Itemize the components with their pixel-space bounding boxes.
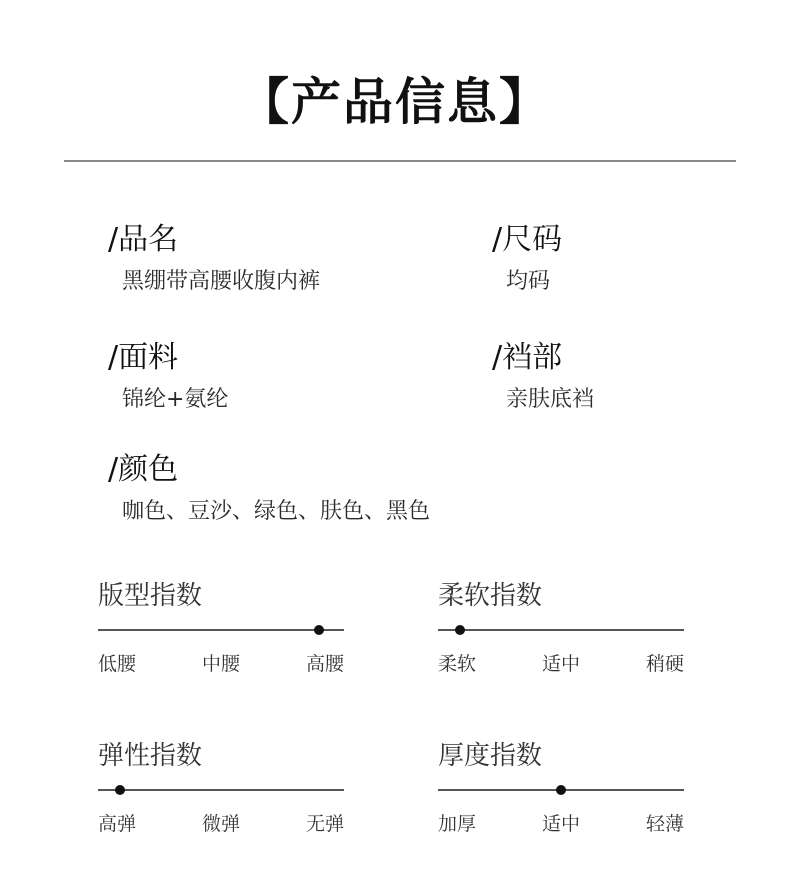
scale-labels (438, 649, 684, 673)
info-label: /品名 (108, 222, 179, 257)
scale-title: 柔软指数 (438, 581, 543, 611)
scale-indicator-dot (455, 625, 465, 635)
scale-label-mid: 微弹 (201, 813, 241, 835)
page-title: 【产品信息】 (239, 73, 551, 131)
info-value: 黑绷带高腰收腹内裤 (122, 269, 321, 294)
scale-title: 版型指数 (98, 581, 203, 611)
scale-label-low: 高弹 (98, 813, 137, 835)
scale-label-high: 无弹 (305, 813, 344, 835)
scale-indicator-dot (556, 785, 566, 795)
scale-title: 厚度指数 (438, 741, 543, 771)
scale-label-high: 高腰 (305, 653, 344, 675)
scale-track (438, 789, 684, 791)
info-value: 咖色、豆沙、绿色、肤色、黑色 (122, 499, 431, 524)
info-item-fabric (108, 340, 228, 414)
scale-label-low: 柔软 (438, 653, 477, 675)
info-label: /裆部 (492, 340, 563, 375)
info-label: /颜色 (108, 452, 179, 487)
scale-labels (98, 649, 344, 673)
scale-labels (438, 809, 684, 833)
scale-label-low: 加厚 (438, 813, 477, 835)
scale-label-mid: 适中 (541, 653, 581, 675)
scale-label-low: 低腰 (98, 653, 137, 675)
scale-title: 弹性指数 (98, 741, 203, 771)
info-item-product-name (108, 222, 320, 296)
title-divider (64, 160, 736, 162)
scale-label-high: 稍硬 (645, 653, 684, 675)
info-item-size (492, 222, 562, 296)
scale-label-mid: 适中 (541, 813, 581, 835)
scale-thickness (438, 740, 686, 833)
info-item-color (108, 452, 430, 526)
scale-track (438, 629, 684, 631)
scale-labels (98, 809, 344, 833)
scale-track (98, 629, 344, 631)
scale-indicator-dot (115, 785, 125, 795)
scale-label-high: 轻薄 (645, 813, 684, 835)
info-label: /面料 (108, 340, 179, 375)
info-value: 锦纶+氨纶 (122, 387, 229, 412)
info-value: 均码 (506, 269, 551, 294)
scale-label-mid: 中腰 (201, 653, 241, 675)
info-item-crotch (492, 340, 594, 414)
scale-elasticity (98, 740, 346, 833)
scale-softness (438, 580, 686, 673)
scale-track (98, 789, 344, 791)
scale-indicator-dot (314, 625, 324, 635)
info-value: 亲肤底裆 (506, 387, 595, 412)
scale-fit (98, 580, 346, 673)
info-label: /尺码 (492, 222, 563, 257)
